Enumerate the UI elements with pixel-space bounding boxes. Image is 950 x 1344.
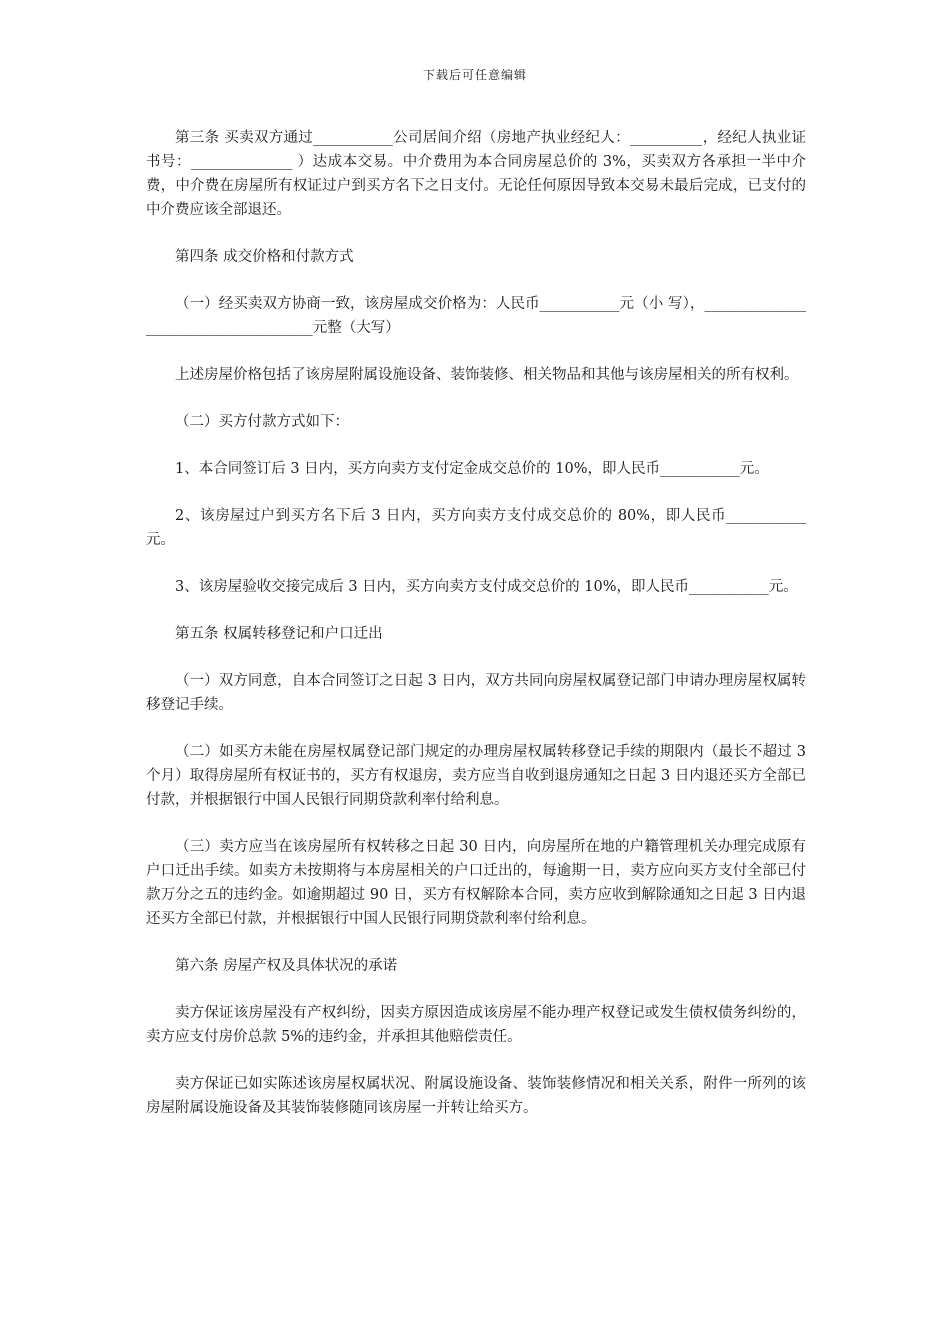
article-4-price-scope-paragraph: 上述房屋价格包括了该房屋附属设施设备、装饰装修、相关物品和其他与该房屋相关的所有权利。 bbox=[175, 367, 799, 383]
article-6-paragraph-2: 卖方保证已如实陈述该房屋权属状况、附属设施设备、装饰装修情况和相关关系，附件一所列的该房屋附属设施设备及其装饰装修随同该房屋一并转让给买方。 bbox=[146, 1076, 806, 1116]
article-5-item-3: （三）卖方应当在该房屋所有权转移之日起 30 日内，向房屋所在地的户籍管理机关办理完成原有户口迁出手续。如卖方未按期将与本房屋相关的户口迁出的，每逾期一日，卖方应向买方支付全部已付款万分之五的违约金。如逾期超过 90 日，买方有权解除本合同，卖方应收到解除通知之日起 3 日内退还买方全部已付款，并根据银行中国人民银行同期贷款利率付给利息。 bbox=[146, 839, 806, 927]
payment-item-3: 3、该房屋验收交接完成后 3 日内，买方向卖方支付成交总价的 10%，即人民币___________元。 bbox=[175, 579, 798, 595]
article-4-price-paragraph: （一）经买卖双方协商一致，该房屋成交价格为：人民币___________元（小 写），_____________________________________元整（大写） bbox=[146, 296, 806, 336]
article-4-payment-heading: （二）买方付款方式如下： bbox=[175, 414, 349, 430]
article-6-paragraph-1: 卖方保证该房屋没有产权纠纷，因卖方原因造成该房屋不能办理产权登记或发生债权债务纠纷的，卖方应支付房价总款 5%的违约金，并承担其他赔偿责任。 bbox=[146, 1005, 806, 1045]
contract-body bbox=[146, 126, 806, 1143]
article-5-item-1: （一）双方同意，自本合同签订之日起 3 日内，双方共同向房屋权属登记部门申请办理房屋权属转移登记手续。 bbox=[146, 673, 806, 713]
article-3-paragraph: 第三条 买卖双方通过___________公司居间介绍（房地产执业经纪人：__________，经纪人执业证书号：______________ ）达成本交易。中介费用为本合同房屋总价的 3%，买卖双方各承担一半中介费，中介费在房屋所有权证过户到买方名下之日支付。无论任何原因导致本交易未最后完成，已支付的中介费应该全部退还。 bbox=[146, 130, 806, 218]
payment-item-2: 2、该房屋过户到买方名下后 3 日内，买方向卖方支付成交总价的 80%，即人民币___________元。 bbox=[146, 508, 806, 548]
article-5-heading: 第五条 权属转移登记和户口迁出 bbox=[175, 626, 383, 642]
header-note: 下载后可任意编辑 bbox=[422, 68, 527, 82]
article-6-heading: 第六条 房屋产权及具体状况的承诺 bbox=[175, 958, 398, 974]
article-5-item-2: （二）如买方未能在房屋权属登记部门规定的办理房屋权属转移登记手续的期限内（最长不超过 3 个月）取得房屋所有权证书的，买方有权退房，卖方应当自收到退房通知之日起 3 日内退还买方全部已付款，并根据银行中国人民银行同期贷款利率付给利息。 bbox=[146, 744, 806, 808]
payment-item-1: 1、本合同签订后 3 日内，买方向卖方支付定金成交总价的 10%，即人民币___________元。 bbox=[175, 461, 769, 477]
article-4-heading: 第四条 成交价格和付款方式 bbox=[175, 249, 354, 265]
